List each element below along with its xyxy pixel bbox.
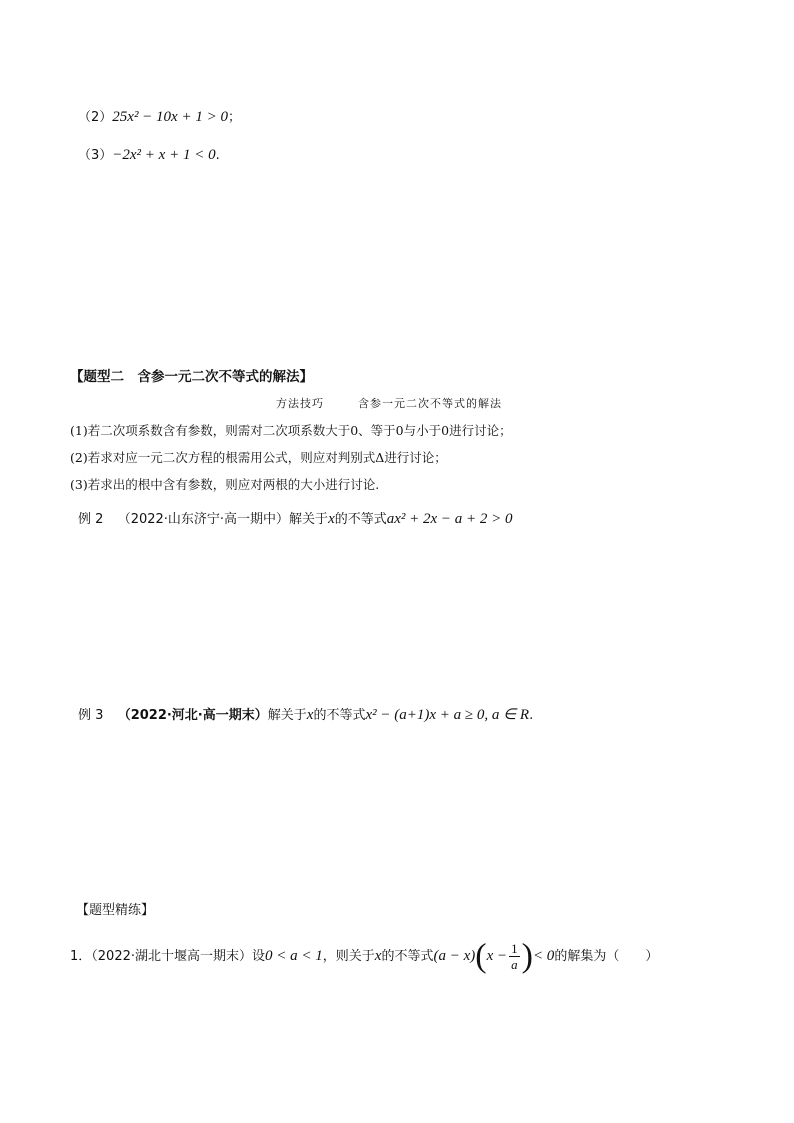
q1-expr-x: x −: [486, 948, 508, 964]
q1-text3: 的不等式: [381, 949, 434, 964]
example-3: [78, 706, 533, 725]
example-3-label: 例 3: [78, 708, 104, 723]
method-title: 方法技巧: [276, 397, 324, 410]
example-3-text: 解关于: [267, 708, 307, 723]
problem-3: [78, 146, 220, 165]
practice-question-1: [70, 936, 658, 980]
example-2: [78, 510, 513, 529]
problem-3-label: （3）: [78, 148, 113, 163]
q1-right-paren: ): [521, 937, 533, 975]
example-3-source: （2022·河北·高一期末）: [117, 708, 268, 723]
section2-heading: 【题型二 含参一元二次不等式的解法】: [70, 369, 313, 385]
example-3-end: .: [529, 708, 534, 723]
tip-3: (3)若求出的根中含有参数，则应对两根的大小进行讨论.: [70, 477, 380, 492]
q1-frac-den: a: [511, 956, 518, 972]
q1-var: x: [374, 948, 382, 964]
q1-source: （2022·湖北十堰高一期末）: [91, 949, 252, 964]
example-2-text2: 的不等式: [334, 512, 387, 527]
q1-condition: 0 < a < 1: [265, 948, 323, 964]
problem-3-math: −2x² + x + 1 < 0: [112, 147, 216, 163]
problem-2-math: 25x² − 10x + 1 > 0: [112, 109, 228, 125]
example-2-var: x: [328, 511, 335, 527]
example-2-label: 例 2: [78, 512, 104, 527]
tip-1: (1)若二次项系数含有参数，则需对二次项系数大于0、等于0与小于0进行讨论；: [70, 423, 512, 438]
problem-2-label: （2）: [78, 110, 113, 125]
example-3-var: x: [306, 707, 314, 723]
q1-expr-left: (a − x): [433, 948, 476, 964]
example-2-math: ax² + 2x − a + 2 > 0: [386, 511, 513, 527]
practice-heading: 【题型精练】: [76, 903, 155, 918]
q1-left-paren: (: [475, 937, 487, 975]
q1-frac-num: 1: [511, 940, 518, 956]
q1-fraction: [509, 942, 520, 972]
q1-text2: ，则关于: [322, 949, 375, 964]
example-2-text: 解关于: [289, 512, 329, 527]
problem-2: [78, 108, 241, 127]
q1-text: 设: [252, 949, 266, 964]
example-3-math: x² − (a+1)x + a ≥ 0, a ∈ R: [365, 707, 530, 723]
problem-3-end: .: [215, 148, 220, 163]
method-subtitle: 含参一元二次不等式的解法: [358, 397, 502, 410]
q1-number: 1．: [70, 949, 92, 964]
method-tip-title: [276, 395, 502, 413]
q1-text4: 的解集为（ ）: [554, 949, 659, 964]
example-3-text2: 的不等式: [313, 708, 366, 723]
example-2-source: （2022·山东济宁·高一期中）: [117, 512, 290, 527]
tip-2: (2)若求对应一元二次方程的根需用公式，则应对判别式Δ进行讨论；: [70, 450, 447, 465]
problem-2-end: ；: [227, 110, 241, 125]
q1-expr-right: < 0: [532, 948, 555, 964]
